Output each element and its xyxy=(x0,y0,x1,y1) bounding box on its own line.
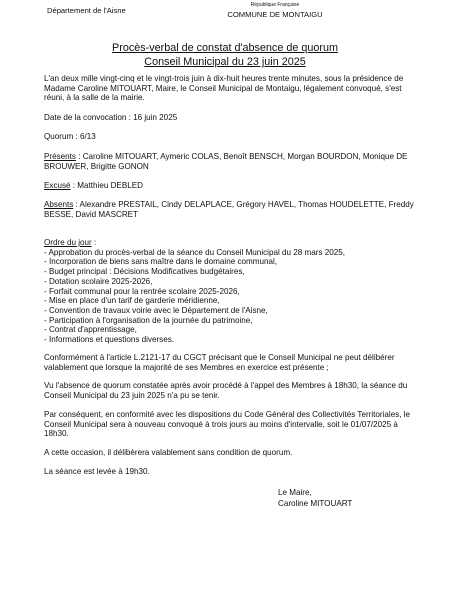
agenda-item: - Approbation du procès-verbal de la séance du Conseil Municipal du 28 mars 2025, xyxy=(44,247,345,257)
signature-name: Caroline MITOUART xyxy=(278,499,353,508)
commune-name: COMMUNE DE MONTAIGU xyxy=(227,10,323,19)
presents-text: : Caroline MITOUART, Aymeric COLAS, Benoît BENSCH, Morgan BOURDON, Monique DE BROUWER, Brigitte GONON xyxy=(44,152,408,171)
presents-label: Présents xyxy=(44,152,76,161)
excuse-text: : Matthieu DEBLED xyxy=(70,181,143,190)
session-closed-paragraph: La séance est levée à 19h30. xyxy=(44,467,150,476)
title-subtitle: Conseil Municipal du 23 juin 2025 xyxy=(144,56,306,68)
excuse-paragraph xyxy=(44,181,416,191)
agenda-item: - Participation à l'organisation de la journée du patrimoine, xyxy=(44,315,253,325)
agenda-item: - Contrat d'apprentissage, xyxy=(44,325,137,335)
agenda-item: - Dotation scolaire 2025-2026, xyxy=(44,276,153,286)
agenda-label: Ordre du jour xyxy=(44,238,92,247)
quorum-absence-paragraph: Vu l'absence de quorum constatée après avoir procédé à l'appel des Membres à 18h30, la séance du Conseil Municipal du 23 juin 2025 n'a pu se tenir. xyxy=(44,381,408,400)
quorum-line: Quorum : 6/13 xyxy=(44,132,96,141)
title-line-1 xyxy=(0,42,450,54)
agenda-item: - Incorporation de biens sans maître dans le domaine communal, xyxy=(44,257,278,267)
presents-paragraph xyxy=(44,152,416,171)
excuse-label: Excusé xyxy=(44,181,71,190)
agenda-item: - Informations et questions diverses. xyxy=(44,335,175,345)
occasion-paragraph: A cette occasion, il délibèrera valablement sans condition de quorum. xyxy=(44,448,293,457)
reconvocation-paragraph: Par conséquent, en conformité avec les dispositions du Code Général des Collectivités Territoriales, le Conseil Municipal sera à nouveau convoqué à trois jours au moins d'intervalle, soit le 01/07/2025 à 18h30. xyxy=(44,410,411,439)
title-rest: constat d'absence de quorum xyxy=(193,42,338,54)
absents-paragraph xyxy=(44,200,416,219)
signature-role: Le Maire, xyxy=(278,488,312,497)
cgct-paragraph: Conformément à l'article L.2121-17 du CGCT précisant que le Conseil Municipal ne peut délibérer valablement que lorsque la majorité de ses Membres en exercice est présente ; xyxy=(44,353,395,372)
agenda-item: - Convention de travaux voirie avec le Département de l'Aisne, xyxy=(44,305,268,315)
agenda-item: - Budget principal : Décisions Modificatives budgétaires, xyxy=(44,267,245,277)
agenda-section xyxy=(44,238,416,345)
agenda-item: - Forfait communal pour la rentrée scolaire 2025-2026, xyxy=(44,286,240,296)
signature-block xyxy=(278,487,352,509)
convocation-date: Date de la convocation : 16 juin 2025 xyxy=(44,113,178,122)
title-line-2 xyxy=(0,56,450,68)
intro-paragraph: L'an deux mille vingt-cinq et le vingt-trois juin à dix-huit heures trente minutes, sous la présidence de Madame Caroline MITOUART, Maire, le Conseil Municipal de Montaigu, légalement convoqué, s'est réuni, à la salle de la mairie. xyxy=(44,74,404,103)
agenda-item: - Mise en place d'un tarif de garderie méridienne, xyxy=(44,296,220,306)
title-prefix: Procès-verbal de xyxy=(112,42,194,54)
department-name: Département de l'Aisne xyxy=(47,6,126,15)
agenda-heading xyxy=(44,238,416,248)
absents-label: Absents xyxy=(44,200,74,209)
agenda-suffix: : xyxy=(91,238,97,247)
absents-text: : Alexandre PRESTAIL, Cindy DELAPLACE, Grégory HAVEL, Thomas HOUDELETTE, Freddy BESSE, David MASCRET xyxy=(44,200,414,219)
republic-label: République Française xyxy=(250,2,300,8)
